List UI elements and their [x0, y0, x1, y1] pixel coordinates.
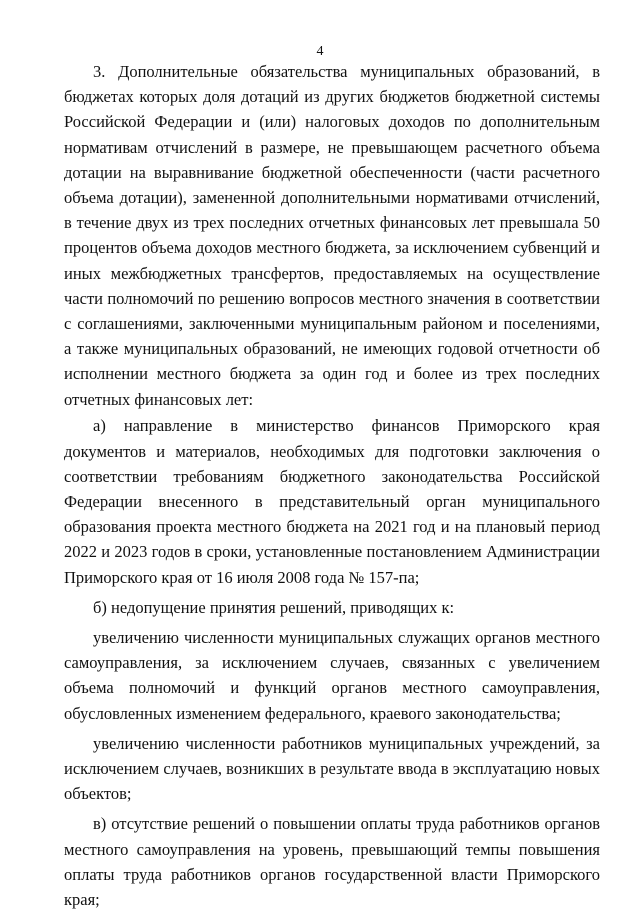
document-body: [64, 59, 600, 917]
subparagraph-v-salary-increase: в) отсутствие решений о повышении оплаты труда работников органов местного самоуправления на уровень, превышающий темпы повышения оплаты труда работников органов государственной власти Приморского края;: [64, 814, 600, 909]
subparagraph-b-decisions-restriction: б) недопущение принятия решений, приводящих к:: [93, 597, 455, 617]
clause-municipal-employees-increase: увеличению численности муниципальных служащих органов местного самоуправления, за исключением случаев, связанных с увеличением объема полномочий и функций органов местного самоуправления, обусловленных изменением федерального, краевого законодательства;: [64, 627, 600, 723]
paragraph-3-additional-obligations: 3. Дополнительные обязательства муниципальных образований, в бюджетах которых доля дотаций из других бюджетов бюджетной системы Российской Федерации и (или) налоговых доходов по дополнительным нормативам отчислений в размере, не превышающем расчетного объема дотации на выравнивание бюджетной обеспеченности (части расчетного объема дотации), замененной дополнительными нормативами отчислений, в течение двух из трех последних отчетных финансовых лет превышала 50 процентов объема доходов местного бюджета, за исключением субвенций и иных межбюджетных трансфертов, предоставляемых на осуществление части полномочий по решению вопросов местного значения в соответствии с соглашениями, заключенными муниципальным районом и поселениями, а также муниципальных образований, не имеющих годовой отчетности об исполнении местного бюджета за один год и более из трех последних отчетных финансовых лет:: [64, 62, 600, 409]
subparagraph-a-documents-submission: а) направление в министерство финансов Приморского края документов и материалов, необходимых для подготовки заключения о соответствии требованиям бюджетного законодательства Российской Федерации внесенного в представительный орган муниципального образования проекта местного бюджета на 2021 год и на плановый период 2022 и 2023 годов в сроки, установленные постановлением Администрации Приморского края от 16 июля 2008 года № 157-па;: [64, 416, 600, 587]
clause-institution-workers-increase: увеличению численности работников муниципальных учреждений, за исключением случаев, возникших в результате ввода в эксплуатацию новых объектов;: [64, 733, 600, 804]
page-number: 4: [316, 44, 324, 59]
